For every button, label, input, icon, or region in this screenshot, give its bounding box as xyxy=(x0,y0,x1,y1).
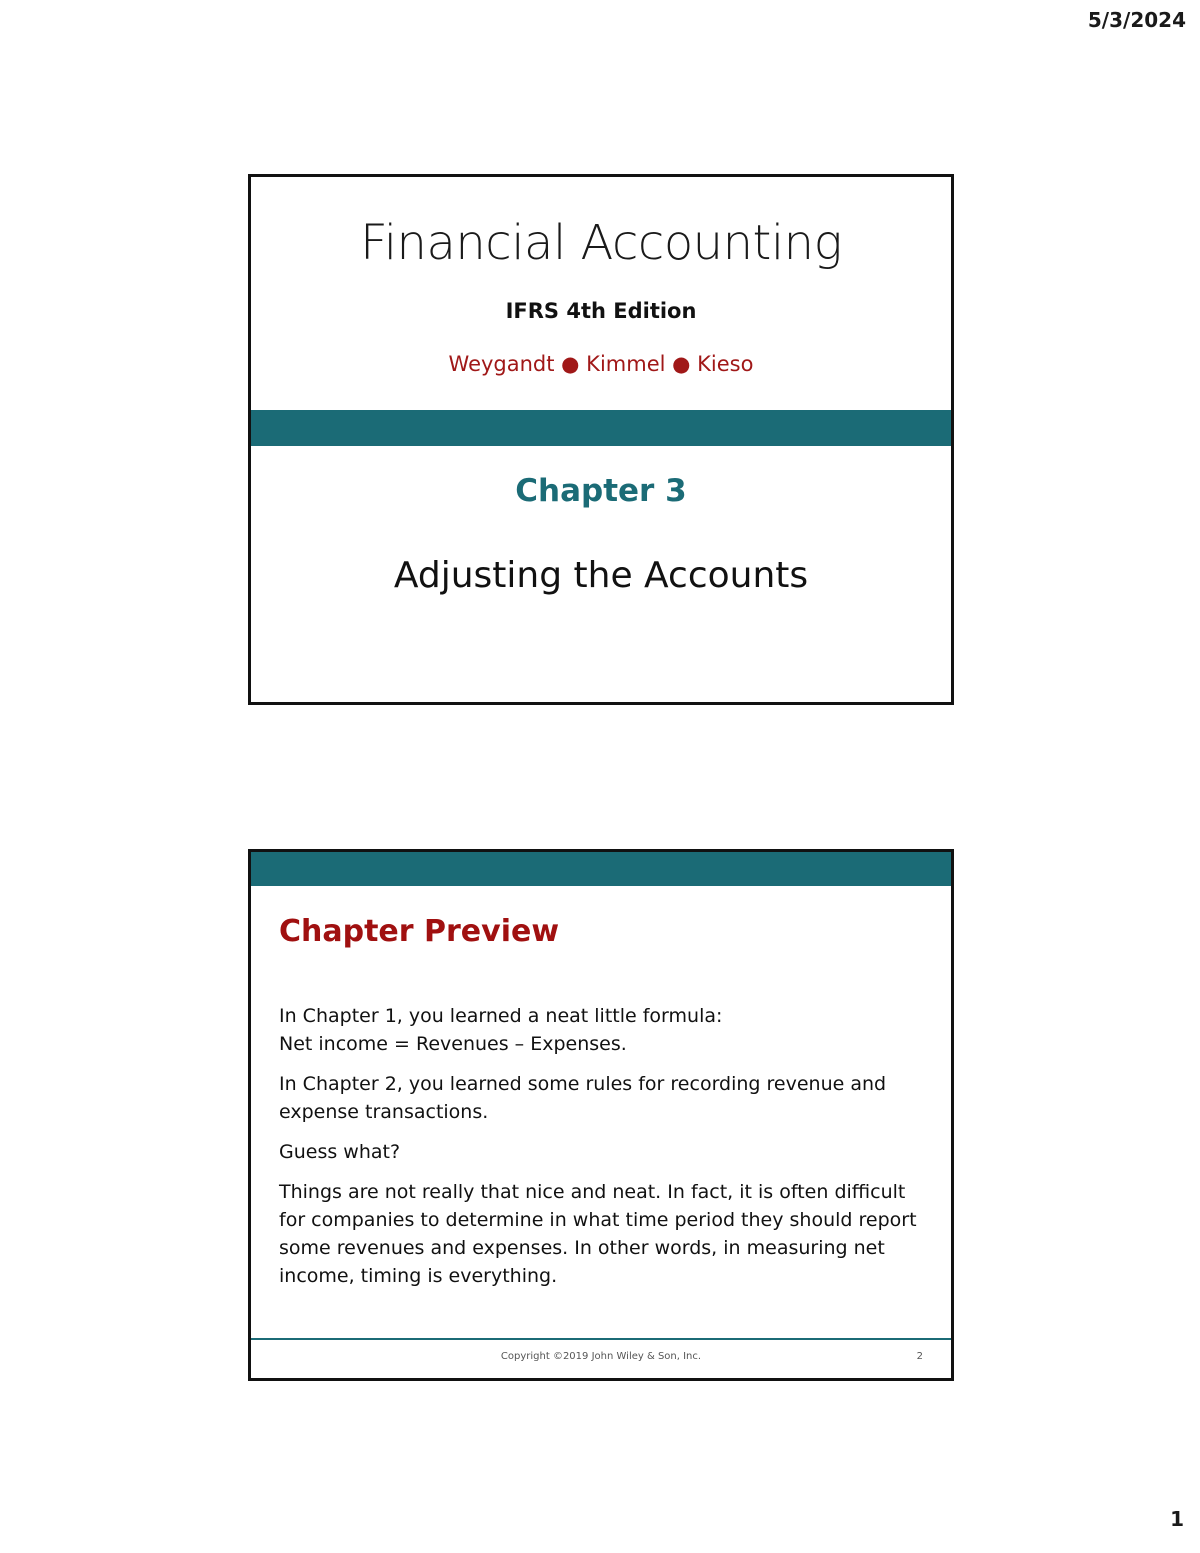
page-date: 5/3/2024 xyxy=(1087,8,1186,32)
slide-body xyxy=(279,1002,929,1302)
edition-label: IFRS 4th Edition xyxy=(505,299,697,323)
slide-number: 2 xyxy=(916,1351,923,1362)
copyright-text: Copyright ©2019 John Wiley & Son, Inc. xyxy=(500,1351,702,1362)
paragraph: In Chapter 2, you learned some rules for recording revenue and expense transactions. xyxy=(279,1073,887,1123)
preview-slide xyxy=(248,849,954,1381)
chapter-number: Chapter 3 xyxy=(515,473,687,509)
paragraph xyxy=(279,1002,929,1058)
header-band xyxy=(251,852,951,886)
title-slide xyxy=(248,174,954,705)
book-title: Financial Accounting xyxy=(360,215,842,271)
paragraph: Guess what? xyxy=(279,1141,401,1163)
paragraph-line: In Chapter 1, you learned a neat little formula: xyxy=(279,1005,723,1027)
page-number: 1 xyxy=(1170,1507,1184,1531)
chapter-title: Adjusting the Accounts xyxy=(393,555,809,596)
divider-band xyxy=(251,410,951,446)
authors-line: Weygandt ● Kimmel ● Kieso xyxy=(448,352,754,376)
paragraph: Things are not really that nice and neat. In fact, it is often difficult for companies to determine in what time period they should report some revenues and expenses. In other words, in measuring net income, timing is everything. xyxy=(279,1181,917,1287)
slide-heading: Chapter Preview xyxy=(279,914,560,949)
footer-divider xyxy=(251,1338,951,1340)
paragraph-line: Net income = Revenues – Expenses. xyxy=(279,1033,627,1055)
